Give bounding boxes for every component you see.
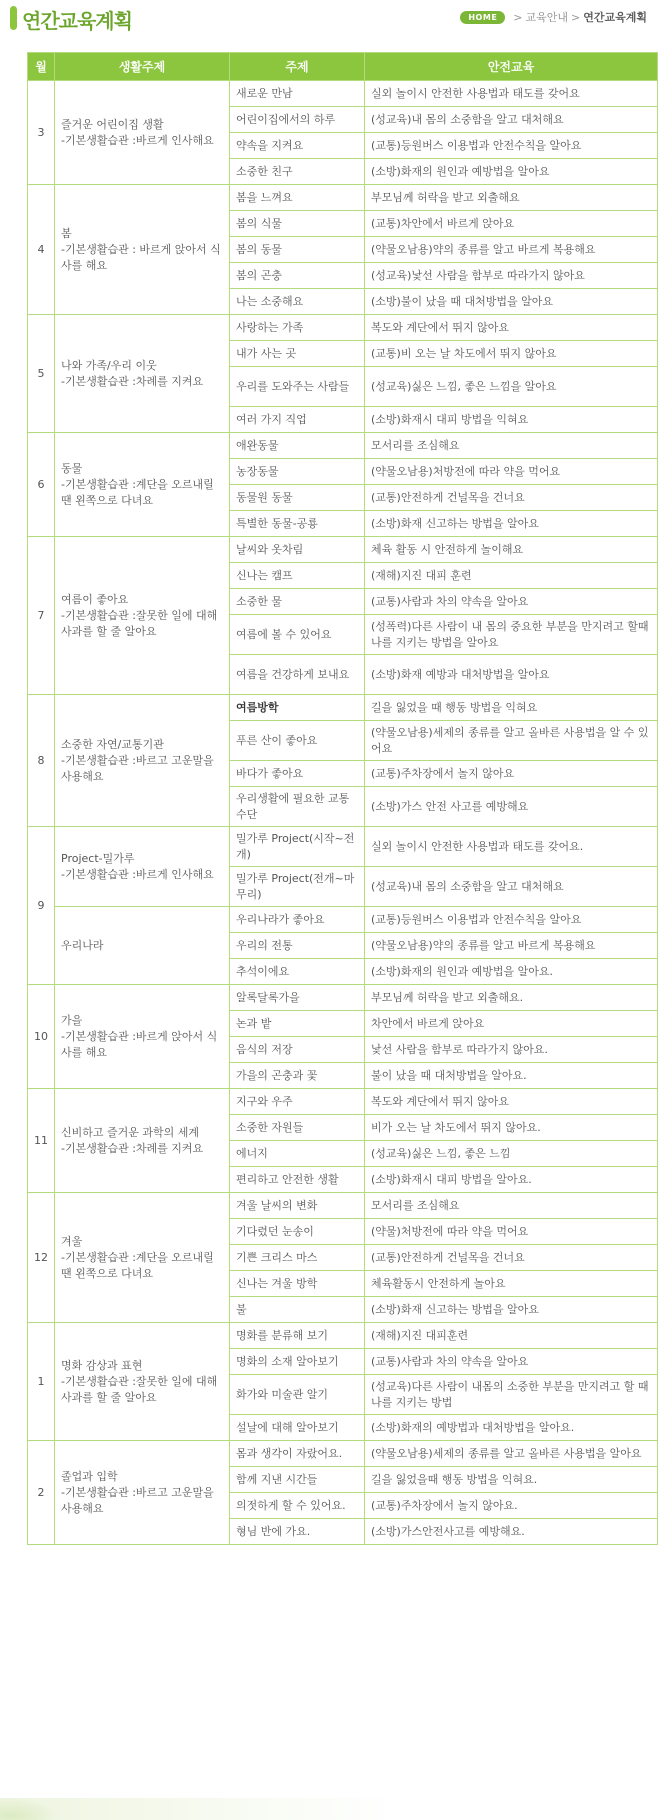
table-row bbox=[28, 315, 658, 341]
safety-education-cell: (약물오남용)세제의 종류를 알고 올바른 사용법을 알아요 bbox=[365, 1441, 658, 1467]
safety-education-cell: 부모님께 허락을 받고 외출해요 bbox=[365, 185, 658, 211]
topic-cell: 우리생활에 필요한 교통수단 bbox=[230, 787, 365, 827]
safety-education-cell: (교통)비 오는 날 차도에서 뛰지 않아요 bbox=[365, 341, 658, 367]
life-theme-title: 소중한 자연/교통기관 bbox=[61, 737, 164, 751]
life-theme-title: 즐거운 어린이집 생활 bbox=[61, 117, 164, 131]
safety-education-cell: (교통)주차장에서 놀지 않아요. bbox=[365, 1493, 658, 1519]
topic-cell: 약속을 지켜요 bbox=[230, 133, 365, 159]
life-theme-cell bbox=[55, 1193, 230, 1323]
life-theme-cell bbox=[55, 1089, 230, 1193]
month-cell: 10 bbox=[28, 985, 55, 1089]
topic-cell: 기쁜 크리스 마스 bbox=[230, 1245, 365, 1271]
life-theme-cell bbox=[55, 907, 230, 985]
life-theme-cell bbox=[55, 81, 230, 185]
topic-cell: 우리의 전통 bbox=[230, 933, 365, 959]
life-theme-habit: -기본생활습관 :바르게 인사해요 bbox=[61, 133, 214, 147]
life-theme-title: 여름이 좋아요 bbox=[61, 592, 129, 606]
topic-cell: 겨울 날씨의 변화 bbox=[230, 1193, 365, 1219]
month-cell: 1 bbox=[28, 1323, 55, 1441]
topic-cell: 몸과 생각이 자랐어요. bbox=[230, 1441, 365, 1467]
life-theme-habit: -기본생활습관 :바르게 인사해요 bbox=[61, 867, 214, 881]
topic-cell: 애완동물 bbox=[230, 433, 365, 459]
safety-education-cell: (성폭력)다른 사람이 내 몸의 중요한 부분을 만지려고 할때 나를 지키는 방법을 알아요 bbox=[365, 615, 658, 655]
topic-cell: 지구와 우주 bbox=[230, 1089, 365, 1115]
life-theme-habit: -기본생활습관 : 바르게 앉아서 식사를 해요 bbox=[61, 242, 221, 272]
safety-education-cell: 불이 났을 때 대처방법을 알아요. bbox=[365, 1063, 658, 1089]
table-row bbox=[28, 537, 658, 563]
month-cell: 9 bbox=[28, 827, 55, 985]
month-cell: 12 bbox=[28, 1193, 55, 1323]
life-theme-title: 신비하고 즐거운 과학의 세계 bbox=[61, 1125, 200, 1139]
table-row bbox=[28, 1441, 658, 1467]
breadcrumb-current: 연간교육계획 bbox=[583, 11, 647, 24]
safety-education-cell: (성교육)내 몸의 소중함을 알고 대처해요 bbox=[365, 107, 658, 133]
bottom-decoration bbox=[0, 1798, 665, 1820]
topic-cell: 나는 소중해요 bbox=[230, 289, 365, 315]
life-theme-habit: -기본생활습관 :바르고 고운말을 사용해요 bbox=[61, 1485, 214, 1515]
topic-cell: 새로운 만남 bbox=[230, 81, 365, 107]
safety-education-cell: 모서리를 조심해요 bbox=[365, 1193, 658, 1219]
safety-education-cell: 체육 활동 시 안전하게 놀이해요 bbox=[365, 537, 658, 563]
table-row bbox=[28, 1193, 658, 1219]
topic-cell: 내가 사는 곳 bbox=[230, 341, 365, 367]
life-theme-habit: -기본생활습관 :잘못한 일에 대해 사과를 할 줄 알아요 bbox=[61, 1374, 218, 1404]
breadcrumb-parent-link[interactable]: 교육안내 bbox=[525, 11, 569, 24]
safety-education-cell: (소방)화재의 예방법과 대처방법을 알아요. bbox=[365, 1415, 658, 1441]
topic-cell: 음식의 저장 bbox=[230, 1037, 365, 1063]
topic-cell: 기다렸던 눈송이 bbox=[230, 1219, 365, 1245]
topic-cell: 화가와 미술관 알기 bbox=[230, 1375, 365, 1415]
safety-education-cell: (소방)화재 신고하는 방법을 알아요 bbox=[365, 511, 658, 537]
life-theme-title: 가을 bbox=[61, 1013, 83, 1027]
safety-education-cell: (교통)차안에서 바르게 앉아요 bbox=[365, 211, 658, 237]
safety-education-cell: 길을 잃었을때 행동 방법을 익혀요. bbox=[365, 1467, 658, 1493]
topic-cell: 농장동물 bbox=[230, 459, 365, 485]
topic-cell: 의젓하게 할 수 있어요. bbox=[230, 1493, 365, 1519]
topic-cell: 신나는 캠프 bbox=[230, 563, 365, 589]
life-theme-cell bbox=[55, 695, 230, 827]
safety-education-cell: 복도와 계단에서 뛰지 않아요 bbox=[365, 1089, 658, 1115]
breadcrumb-separator: > bbox=[571, 10, 581, 24]
safety-education-cell: (소방)가스안전사고를 예방해요. bbox=[365, 1519, 658, 1545]
topic-cell: 특별한 동물-공룡 bbox=[230, 511, 365, 537]
topic-cell: 소중한 자원들 bbox=[230, 1115, 365, 1141]
safety-education-cell: (성교육)싫은 느낌, 좋은 느낌 bbox=[365, 1141, 658, 1167]
topic-cell: 편리하고 안전한 생활 bbox=[230, 1167, 365, 1193]
topic-cell: 밀가루 Project(시작~전개) bbox=[230, 827, 365, 867]
topic-cell: 날씨와 옷차림 bbox=[230, 537, 365, 563]
topic-cell: 봄의 식물 bbox=[230, 211, 365, 237]
safety-education-cell: (약물오남용)약의 종류를 알고 바르게 복용해요 bbox=[365, 933, 658, 959]
safety-education-cell: (소방)화재 신고하는 방법을 알아요 bbox=[365, 1297, 658, 1323]
month-cell: 5 bbox=[28, 315, 55, 433]
month-cell: 4 bbox=[28, 185, 55, 315]
safety-education-cell: (교통)안전하게 건널목을 건너요 bbox=[365, 1245, 658, 1271]
topic-cell: 봄의 곤충 bbox=[230, 263, 365, 289]
life-theme-cell bbox=[55, 315, 230, 433]
safety-education-cell: (약물오남용)처방전에 따라 약을 먹어요 bbox=[365, 459, 658, 485]
life-theme-cell bbox=[55, 537, 230, 695]
page-title: 연간교육계획 bbox=[22, 9, 132, 33]
table-row bbox=[28, 985, 658, 1011]
topic-cell: 동물원 동물 bbox=[230, 485, 365, 511]
topic-cell: 사랑하는 가족 bbox=[230, 315, 365, 341]
table-row bbox=[28, 1089, 658, 1115]
life-theme-habit: -기본생활습관 :잘못한 일에 대해 사과를 할 줄 알아요 bbox=[61, 608, 218, 638]
life-theme-title: 우리나라 bbox=[61, 938, 104, 952]
topic-cell: 에너지 bbox=[230, 1141, 365, 1167]
life-theme-cell bbox=[55, 1323, 230, 1441]
life-theme-cell bbox=[55, 827, 230, 907]
safety-education-cell: (교통)등원버스 이용법과 안전수칙을 알아요 bbox=[365, 907, 658, 933]
topic-cell: 신나는 겨울 방학 bbox=[230, 1271, 365, 1297]
table-body bbox=[28, 81, 658, 1545]
life-theme-cell bbox=[55, 185, 230, 315]
safety-education-cell: (약물오남용)약의 종류를 알고 바르게 복용해요 bbox=[365, 237, 658, 263]
safety-education-cell: (소방)화재시 대피 방법을 익혀요 bbox=[365, 407, 658, 433]
topic-cell: 소중한 물 bbox=[230, 589, 365, 615]
table-row bbox=[28, 827, 658, 867]
header-month: 월 bbox=[28, 53, 55, 81]
safety-education-cell: (약물오남용)세제의 종류를 알고 올바른 사용법을 알 수 있어요 bbox=[365, 721, 658, 761]
safety-education-cell: (소방)화재시 대피 방법을 알아요. bbox=[365, 1167, 658, 1193]
life-theme-title: 나와 가족/우리 이웃 bbox=[61, 358, 157, 372]
life-theme-title: 졸업과 입학 bbox=[61, 1469, 118, 1483]
topic-cell: 우리를 도와주는 사람들 bbox=[230, 367, 365, 407]
topic-cell: 논과 밭 bbox=[230, 1011, 365, 1037]
safety-education-cell: (성교육)내 몸의 소중함을 알고 대처해요 bbox=[365, 867, 658, 907]
topic-cell: 여러 가지 직업 bbox=[230, 407, 365, 433]
life-theme-habit: -기본생활습관 :바르고 고운말을 사용해요 bbox=[61, 753, 214, 783]
safety-education-cell: (교통)등원버스 이용법과 안전수칙을 알아요 bbox=[365, 133, 658, 159]
safety-education-cell: (약물)처방전에 따라 약을 먹어요 bbox=[365, 1219, 658, 1245]
month-cell: 7 bbox=[28, 537, 55, 695]
header-life-theme: 생활주제 bbox=[55, 53, 230, 81]
life-theme-habit: -기본생활습관 :바르게 앉아서 식사를 해요 bbox=[61, 1029, 218, 1059]
life-theme-title: 봄 bbox=[61, 226, 72, 240]
safety-education-cell: (교통)주차장에서 놀지 않아요 bbox=[365, 761, 658, 787]
safety-education-cell: 길을 잃었을 때 행동 방법을 익혀요 bbox=[365, 695, 658, 721]
topic-cell: 바다가 좋아요 bbox=[230, 761, 365, 787]
life-theme-cell bbox=[55, 1441, 230, 1545]
topic-cell: 추석이에요 bbox=[230, 959, 365, 985]
safety-education-cell: (재해)지진 대피 훈련 bbox=[365, 563, 658, 589]
safety-education-cell: (성교육)싫은 느낌, 좋은 느낌을 알아요 bbox=[365, 367, 658, 407]
topic-cell: 소중한 친구 bbox=[230, 159, 365, 185]
topic-cell: 여름방학 bbox=[230, 695, 365, 721]
header-topic: 주제 bbox=[230, 53, 365, 81]
topic-cell: 밀가루 Project(전개~마무리) bbox=[230, 867, 365, 907]
safety-education-cell: 복도와 계단에서 뛰지 않아요 bbox=[365, 315, 658, 341]
life-theme-habit: -기본생활습관 :차례를 지켜요 bbox=[61, 1141, 204, 1155]
topic-cell: 명화를 분류해 보기 bbox=[230, 1323, 365, 1349]
table-header-row bbox=[28, 53, 658, 81]
table-row bbox=[28, 185, 658, 211]
safety-education-cell: 부모님께 허락을 받고 외출해요. bbox=[365, 985, 658, 1011]
safety-education-cell: (재해)지진 대피훈련 bbox=[365, 1323, 658, 1349]
safety-education-cell: 실외 놀이시 안전한 사용법과 태도를 갖어요 bbox=[365, 81, 658, 107]
breadcrumb-home-link[interactable]: HOME bbox=[460, 11, 505, 24]
topic-cell: 우리나라가 좋아요 bbox=[230, 907, 365, 933]
topic-cell: 여름에 볼 수 있어요 bbox=[230, 615, 365, 655]
breadcrumb-separator: > bbox=[513, 10, 523, 24]
safety-education-cell: (성교육)낯선 사람을 함부로 따라가지 않아요 bbox=[365, 263, 658, 289]
month-cell: 2 bbox=[28, 1441, 55, 1545]
safety-education-cell: 비가 오는 날 차도에서 뛰지 않아요. bbox=[365, 1115, 658, 1141]
table-row bbox=[28, 1323, 658, 1349]
table-row bbox=[28, 81, 658, 107]
topic-cell: 함께 지낸 시간들 bbox=[230, 1467, 365, 1493]
topic-cell: 봄의 동물 bbox=[230, 237, 365, 263]
topic-cell: 알록달록가을 bbox=[230, 985, 365, 1011]
safety-education-cell: (소방)화재의 원인과 예방법을 알아요. bbox=[365, 959, 658, 985]
safety-education-cell: (소방)화재의 원인과 예방법을 알아요 bbox=[365, 159, 658, 185]
topic-cell: 불 bbox=[230, 1297, 365, 1323]
life-theme-title: Project-밀가루 bbox=[61, 851, 135, 865]
breadcrumb bbox=[460, 9, 647, 25]
page-header bbox=[0, 0, 665, 40]
topic-cell: 설날에 대해 알아보기 bbox=[230, 1415, 365, 1441]
header-safety-education: 안전교육 bbox=[365, 53, 658, 81]
topic-cell: 명화의 소재 알아보기 bbox=[230, 1349, 365, 1375]
life-theme-habit: -기본생활습관 :차례를 지켜요 bbox=[61, 374, 204, 388]
safety-education-cell: 실외 놀이시 안전한 사용법과 태도를 갖어요. bbox=[365, 827, 658, 867]
table-row bbox=[28, 433, 658, 459]
safety-education-cell: (교통)사람과 차의 약속을 알아요 bbox=[365, 589, 658, 615]
safety-education-cell: (소방)화재 예방과 대처방법을 알아요 bbox=[365, 655, 658, 695]
topic-cell: 가을의 곤충과 꽃 bbox=[230, 1063, 365, 1089]
annual-plan-table bbox=[27, 52, 658, 1545]
topic-cell: 봄을 느껴요 bbox=[230, 185, 365, 211]
title-accent-bar bbox=[10, 6, 17, 30]
month-cell: 3 bbox=[28, 81, 55, 185]
table-row bbox=[28, 695, 658, 721]
safety-education-cell: 모서리를 조심해요 bbox=[365, 433, 658, 459]
safety-education-cell: (교통)사람과 차의 약속을 알아요 bbox=[365, 1349, 658, 1375]
topic-cell: 여름을 건강하게 보내요 bbox=[230, 655, 365, 695]
safety-education-cell: 체육활동시 안전하게 놀아요 bbox=[365, 1271, 658, 1297]
life-theme-habit: -기본생활습관 :계단을 오르내릴 땐 왼쪽으로 다녀요 bbox=[61, 477, 214, 507]
month-cell: 11 bbox=[28, 1089, 55, 1193]
safety-education-cell: (교통)안전하게 건널목을 건너요 bbox=[365, 485, 658, 511]
life-theme-habit: -기본생활습관 :계단을 오르내릴 땐 왼쪽으로 다녀요 bbox=[61, 1250, 214, 1280]
month-cell: 8 bbox=[28, 695, 55, 827]
safety-education-cell: (성교육)다른 사람이 내몸의 소중한 부분을 만지려고 할 때 나를 지키는 방법 bbox=[365, 1375, 658, 1415]
life-theme-cell bbox=[55, 985, 230, 1089]
topic-cell: 어린이집에서의 하루 bbox=[230, 107, 365, 133]
table-row bbox=[28, 907, 658, 933]
life-theme-title: 동물 bbox=[61, 461, 83, 475]
life-theme-cell bbox=[55, 433, 230, 537]
safety-education-cell: 차안에서 바르게 앉아요 bbox=[365, 1011, 658, 1037]
safety-education-cell: (소방)불이 났을 때 대처방법을 알아요 bbox=[365, 289, 658, 315]
life-theme-title: 명화 감상과 표현 bbox=[61, 1358, 143, 1372]
safety-education-cell: (소방)가스 안전 사고를 예방해요 bbox=[365, 787, 658, 827]
safety-education-cell: 낯선 사람을 함부로 따라가지 않아요. bbox=[365, 1037, 658, 1063]
life-theme-title: 겨울 bbox=[61, 1234, 83, 1248]
topic-cell: 형님 반에 가요. bbox=[230, 1519, 365, 1545]
topic-cell: 푸른 산이 좋아요 bbox=[230, 721, 365, 761]
month-cell: 6 bbox=[28, 433, 55, 537]
